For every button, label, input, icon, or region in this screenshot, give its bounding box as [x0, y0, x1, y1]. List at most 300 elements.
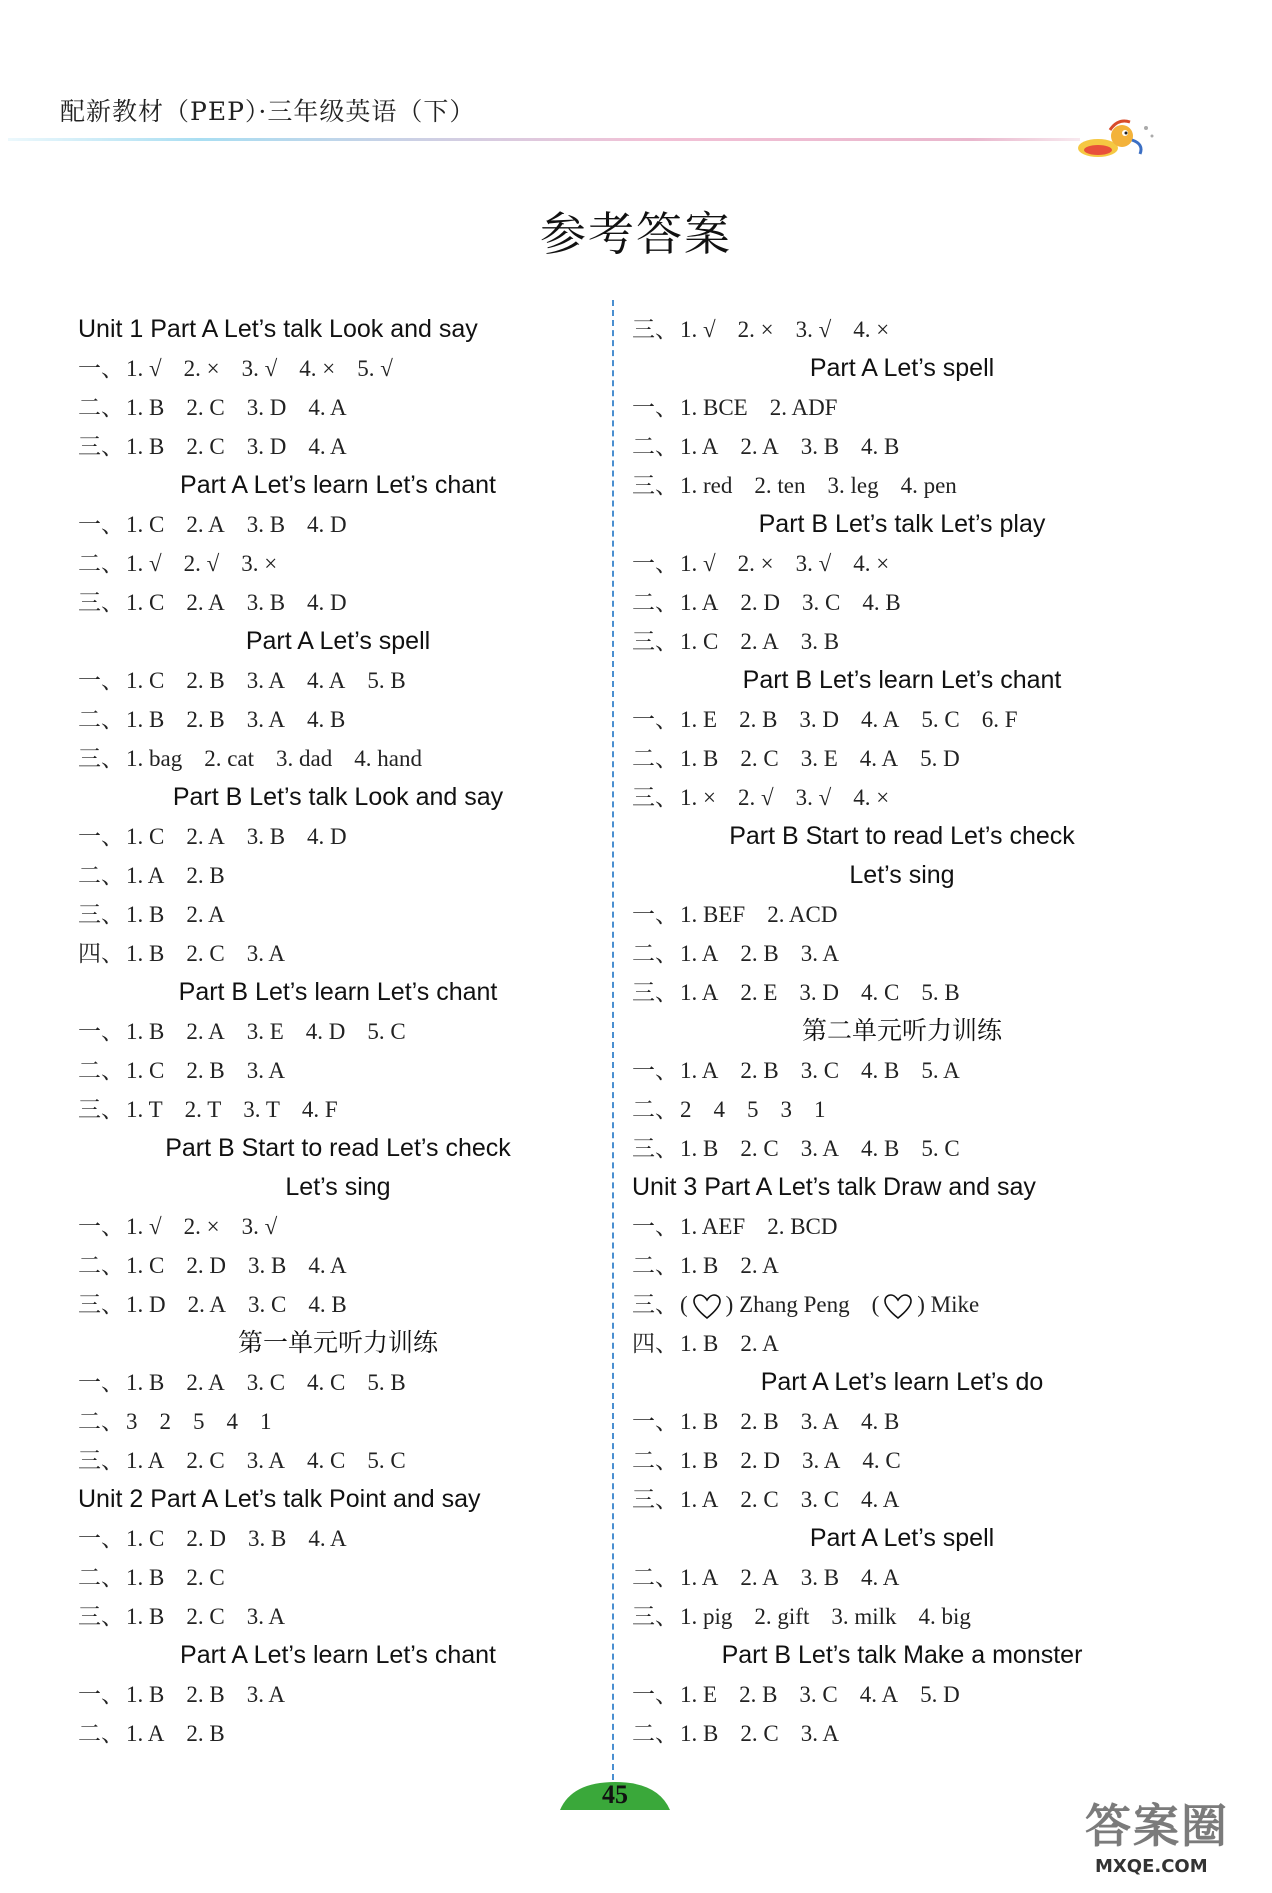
answer-line: [632, 973, 1172, 1012]
answer-item: 1. A: [126, 863, 165, 888]
section-heading: Unit 2 Part A Let’s talk Point and say: [78, 1485, 481, 1513]
question-number: 一、: [78, 512, 124, 537]
answer-line: [78, 1012, 598, 1051]
answer-item: 4. C: [861, 980, 900, 1005]
answer-item: 4. B: [861, 434, 900, 459]
answer-item: 2. √: [737, 785, 774, 810]
answer-item: 1. B: [126, 1682, 165, 1707]
question-number: 一、: [632, 707, 678, 732]
answer-item: 3. D: [246, 434, 287, 459]
section-heading: Unit 1 Part A Let’s talk Look and say: [78, 315, 478, 343]
answer-item: 4. C: [307, 1448, 346, 1473]
answer-item: 3. ×: [241, 551, 278, 576]
answer-item: 1. bag: [126, 746, 183, 771]
question-number: 二、: [632, 1097, 678, 1122]
answer-line: [632, 1129, 1172, 1168]
question-number: 一、: [78, 356, 124, 381]
section-heading: Part A Let’s learn Let’s chant: [180, 1641, 496, 1669]
answer-item: 4. ×: [853, 785, 890, 810]
section-heading: Part B Let’s learn Let’s chant: [178, 978, 498, 1006]
answer-item: 3. E: [246, 1019, 284, 1044]
question-number: 一、: [78, 1214, 124, 1239]
answer-item: 1. √: [680, 317, 716, 342]
answer-item: 5. B: [367, 668, 406, 693]
answer-item: 4. A: [859, 746, 899, 771]
question-number: 三、: [632, 980, 678, 1005]
answer-item: 2. cat: [204, 746, 255, 771]
answer-item: 5. D: [920, 1682, 960, 1707]
answer-line: [632, 583, 1172, 622]
answer-item: 4. C: [862, 1448, 901, 1473]
question-number: 三、: [78, 1448, 124, 1473]
question-number: 二、: [632, 1565, 678, 1590]
answer-item: 3. C: [800, 1487, 840, 1512]
answer-item: 3: [126, 1409, 138, 1434]
answer-item: 4. ×: [299, 356, 336, 381]
answer-item: 1. B: [680, 1136, 719, 1161]
answer-item: 2. B: [739, 707, 778, 732]
question-number: 一、: [632, 395, 678, 420]
question-number: 二、: [78, 1565, 124, 1590]
answer-line: [632, 1558, 1172, 1597]
answer-item: 4. A: [308, 1526, 347, 1551]
question-number: 二、: [78, 1721, 124, 1746]
answer-line: [78, 427, 598, 466]
answer-line: [632, 1714, 1172, 1753]
answer-item: 3. D: [799, 980, 840, 1005]
answer-item: 4. B: [861, 1136, 900, 1161]
answer-item: 3. A: [246, 1448, 286, 1473]
answer-item: 4. D: [307, 590, 347, 615]
answer-line: [78, 895, 598, 934]
answer-item: 2. C: [740, 1487, 779, 1512]
answer-item: 2. ADF: [769, 395, 838, 420]
answer-line: [632, 1285, 1172, 1324]
answer-item: 5. B: [367, 1370, 406, 1395]
question-number: 二、: [78, 1253, 124, 1278]
answer-item: 2. B: [186, 1721, 225, 1746]
answer-line: [78, 544, 598, 583]
answer-item: 2. A: [740, 1565, 779, 1590]
answer-line: [632, 622, 1172, 661]
answer-item: 4. B: [861, 1058, 900, 1083]
answer-item: 3. milk: [831, 1604, 897, 1629]
question-number: 三、: [632, 317, 678, 342]
answer-item: 2. A: [186, 902, 225, 927]
question-number: 一、: [632, 1058, 678, 1083]
answer-item: 5. C: [921, 707, 960, 732]
answer-item: 3. leg: [827, 473, 879, 498]
answer-item: 1. B: [126, 434, 165, 459]
answer-line: [632, 934, 1172, 973]
answer-item: 3. A: [800, 1136, 840, 1161]
answer-line: [78, 856, 598, 895]
answer-item: 3. D: [799, 707, 840, 732]
answer-line: [78, 1441, 598, 1480]
section-heading: Part A Let’s spell: [809, 354, 995, 382]
answer-item: 4. A: [861, 1487, 900, 1512]
answer-line: [78, 1207, 598, 1246]
section-heading: Part A Let’s spell: [245, 627, 431, 655]
question-number: 二、: [78, 863, 124, 888]
question-number: 二、: [632, 590, 678, 615]
answer-item: 3. B: [246, 824, 286, 849]
answer-item: 4. B: [862, 590, 901, 615]
answer-item: 1: [260, 1409, 272, 1434]
answer-item: 1. √: [126, 1214, 162, 1239]
answer-item: 1. B: [126, 1565, 165, 1590]
section-heading: Part B Let’s talk Let’s play: [758, 510, 1046, 538]
answer-item: 2. D: [740, 590, 780, 615]
answer-item: 3: [780, 1097, 792, 1122]
answer-item: 2. B: [740, 941, 779, 966]
answer-item: 1. C: [126, 590, 165, 615]
answer-item: 1. B: [680, 1448, 719, 1473]
answer-item: 2. ×: [183, 356, 220, 381]
answer-item: 2. A: [740, 1331, 779, 1356]
section-heading: Part A Let’s spell: [809, 1524, 995, 1552]
answer-line: [78, 934, 598, 973]
answer-item: 4. D: [307, 824, 347, 849]
book-header: 配新教材（PEP）·三年级英语（下）: [60, 97, 476, 126]
answer-item: 2. B: [186, 1058, 225, 1083]
answer-item: 2. B: [186, 1682, 225, 1707]
answer-item: 1. B: [680, 746, 719, 771]
answer-item: 1. A: [126, 1448, 165, 1473]
answer-item: 2. D: [740, 1448, 780, 1473]
answer-item: 2. T: [184, 1097, 222, 1122]
answer-item: 1. A: [680, 434, 719, 459]
question-number: 三、: [632, 1487, 678, 1512]
answer-line: [78, 1246, 598, 1285]
answer-item: 3. A: [246, 1058, 286, 1083]
answer-item: 1. pig: [680, 1604, 733, 1629]
section-heading: Let’s sing: [849, 861, 955, 889]
answer-item: 1. A: [680, 1058, 719, 1083]
answer-item: 5. B: [921, 980, 960, 1005]
answer-item: 2. C: [740, 1136, 779, 1161]
answer-line: [632, 427, 1172, 466]
answer-item: 2. A: [186, 590, 225, 615]
question-number: 三、: [78, 434, 124, 459]
answer-item: 3. C: [799, 1682, 838, 1707]
answer-item: 1. AEF: [680, 1214, 746, 1239]
answer-item: 1. C: [126, 1526, 165, 1551]
question-number: 三、: [632, 1292, 678, 1317]
answer-item: 5. √: [357, 356, 393, 381]
answer-line: [632, 1324, 1172, 1363]
answer-item: 2: [159, 1409, 171, 1434]
answer-item: 3. A: [246, 941, 286, 966]
answer-item: 3. A: [800, 1409, 840, 1434]
answer-item: 3. √: [241, 356, 278, 381]
answer-item: 2. B: [740, 1058, 779, 1083]
question-number: 三、: [78, 902, 124, 927]
question-number: 二、: [632, 1721, 678, 1746]
answer-item: 2. C: [740, 1721, 779, 1746]
answer-item: 1. B: [680, 1253, 719, 1278]
answer-line: [78, 661, 598, 700]
answer-item: 1: [814, 1097, 826, 1122]
answer-item: 1. B: [680, 1331, 719, 1356]
answer-line: [78, 1714, 598, 1753]
answer-line: [78, 1051, 598, 1090]
question-number: 三、: [632, 785, 678, 810]
answer-line: [632, 1441, 1172, 1480]
question-number: 三、: [632, 629, 678, 654]
question-number: 二、: [632, 1253, 678, 1278]
answer-item: 4. ×: [853, 551, 890, 576]
answer-item: 2. A: [740, 1253, 779, 1278]
answer-item: 4. A: [307, 668, 346, 693]
answer-line: [78, 1519, 598, 1558]
answer-item: 3. √: [795, 551, 832, 576]
answer-item: 1. B: [126, 1370, 165, 1395]
watermark-logo: [1085, 1790, 1265, 1890]
answer-line: [632, 700, 1172, 739]
section-heading: Part B Let’s learn Let’s chant: [742, 666, 1062, 694]
column-divider: [612, 300, 614, 1790]
answer-item: 2. C: [186, 395, 225, 420]
answer-item: 4. A: [859, 1682, 899, 1707]
answer-item: 3. A: [246, 1604, 286, 1629]
question-number: 三、: [78, 1604, 124, 1629]
section-heading: Part B Let’s talk Make a monster: [721, 1641, 1083, 1669]
question-number: 四、: [78, 941, 124, 966]
answer-item: ( ) Zhang Peng: [680, 1285, 850, 1324]
question-number: 一、: [78, 1019, 124, 1044]
answer-item: 3. √: [795, 317, 832, 342]
question-number: 二、: [632, 434, 678, 459]
answer-item: 3. C: [800, 1058, 840, 1083]
question-number: 一、: [632, 1682, 678, 1707]
answer-line: [632, 1051, 1172, 1090]
answer-item: 1. √: [126, 356, 162, 381]
answer-item: 1. D: [126, 1292, 166, 1317]
question-number: 一、: [632, 551, 678, 576]
answer-item: 1. B: [680, 1409, 719, 1434]
answer-item: 2. ×: [737, 317, 774, 342]
answer-item: 1. B: [680, 1721, 719, 1746]
answer-line: [632, 1480, 1172, 1519]
answer-item: 6. F: [981, 707, 1018, 732]
answer-item: 2. D: [186, 1526, 226, 1551]
answer-item: 3. √: [795, 785, 832, 810]
answer-item: 3. √: [241, 1214, 278, 1239]
answer-item: 4. D: [305, 1019, 346, 1044]
answer-item: 2. A: [186, 1019, 225, 1044]
answer-line: [632, 1246, 1172, 1285]
answer-item: 1. B: [126, 707, 165, 732]
answer-item: 2. B: [186, 668, 225, 693]
watermark-url: MXQE.COM: [1095, 1856, 1208, 1877]
question-number: 四、: [632, 1331, 678, 1356]
answer-line: [78, 388, 598, 427]
question-number: 一、: [78, 1682, 124, 1707]
answer-item: 3. C: [247, 1292, 287, 1317]
question-number: 二、: [78, 1058, 124, 1083]
answer-line: [632, 739, 1172, 778]
answer-item: 2. BCD: [767, 1214, 838, 1239]
answer-item: 1. C: [126, 668, 165, 693]
answer-item: 5. D: [920, 746, 960, 771]
question-number: 二、: [632, 1448, 678, 1473]
page-title: 参考答案: [540, 207, 732, 261]
answer-line: [78, 817, 598, 856]
heart-outline-icon: [883, 1293, 913, 1320]
question-number: 三、: [78, 1097, 124, 1122]
answer-line: [78, 505, 598, 544]
answer-item: 3. C: [801, 590, 841, 615]
answer-item: 2. gift: [754, 1604, 810, 1629]
answer-item: 4. big: [918, 1604, 971, 1629]
answer-item: 1. A: [126, 1721, 165, 1746]
question-number: 二、: [78, 551, 124, 576]
answer-item: 2. C: [186, 434, 225, 459]
answer-item: 1. red: [680, 473, 733, 498]
answer-item: 4. B: [307, 707, 346, 732]
section-heading: Unit 3 Part A Let’s talk Draw and say: [632, 1173, 1036, 1201]
answer-item: 3. dad: [276, 746, 333, 771]
answer-line: [632, 310, 1172, 349]
header-rule: [8, 138, 1080, 141]
question-number: 一、: [78, 1526, 124, 1551]
answer-line: [78, 349, 598, 388]
left-answer-column: [78, 310, 598, 1753]
answer-item: 1. ×: [680, 785, 716, 810]
answer-item: 2. A: [740, 629, 779, 654]
answer-item: 4. A: [308, 1253, 347, 1278]
answer-line: [78, 1363, 598, 1402]
answer-item: 1. E: [680, 1682, 718, 1707]
answer-item: 3. B: [800, 629, 840, 654]
question-number: 二、: [78, 395, 124, 420]
answer-item: 1. B: [126, 902, 165, 927]
answer-line: [632, 1675, 1172, 1714]
answer-item: 3. A: [800, 1721, 840, 1746]
answer-item: 2. B: [186, 863, 225, 888]
answer-item: 1. √: [680, 551, 716, 576]
answer-item: 2. A: [186, 512, 225, 537]
answer-item: 5. C: [921, 1136, 960, 1161]
answer-item: 1. B: [126, 1019, 165, 1044]
answer-item: 1. A: [680, 941, 719, 966]
answer-item: 1. C: [126, 824, 165, 849]
answer-item: 2. C: [186, 941, 225, 966]
answer-item: 2. C: [186, 1565, 225, 1590]
answer-item: 1. √: [126, 551, 162, 576]
page-number-tab: [560, 1780, 670, 1810]
answer-item: 1. E: [680, 707, 718, 732]
answer-item: 5. C: [367, 1019, 406, 1044]
watermark-text: 答案圈: [1085, 1799, 1229, 1853]
section-heading: 第一单元听力训练: [237, 1329, 438, 1357]
question-number: 二、: [632, 746, 678, 771]
question-number: 三、: [632, 1604, 678, 1629]
answer-line: [632, 1597, 1172, 1636]
answer-item: 3. C: [246, 1370, 286, 1395]
answer-line: [78, 1285, 598, 1324]
answer-item: 1. BEF: [680, 902, 746, 927]
answer-item: 4. D: [307, 512, 347, 537]
answer-item: 4. A: [861, 1565, 900, 1590]
answer-item: 3. B: [800, 1565, 840, 1590]
answer-item: 3. B: [800, 434, 840, 459]
answer-item: 1. B: [126, 941, 165, 966]
answer-line: [78, 739, 598, 778]
answer-item: 4. F: [301, 1097, 338, 1122]
answer-item: 2. A: [186, 824, 225, 849]
answer-item: 2. A: [187, 1292, 226, 1317]
answer-item: 1. A: [680, 590, 719, 615]
answer-item: 1. C: [126, 1058, 165, 1083]
answer-line: [78, 1597, 598, 1636]
answer-item: 3. D: [246, 395, 287, 420]
question-number: 三、: [78, 590, 124, 615]
answer-item: 1. BCE: [680, 395, 748, 420]
answer-line: [632, 1090, 1172, 1129]
answer-item: 4: [226, 1409, 238, 1434]
answer-item: 4: [713, 1097, 725, 1122]
answer-item: 3. T: [243, 1097, 280, 1122]
answer-line: [78, 583, 598, 622]
answer-item: 4. A: [308, 434, 347, 459]
answer-item: 4. ×: [853, 317, 890, 342]
page-number: 45: [602, 1780, 628, 1809]
answer-item: 3. A: [800, 941, 840, 966]
answer-item: 2. A: [186, 1370, 225, 1395]
section-heading: Part A Let’s learn Let’s chant: [180, 471, 496, 499]
answer-item: 3. A: [246, 1682, 286, 1707]
answer-item: 3. E: [800, 746, 838, 771]
question-number: 一、: [78, 668, 124, 693]
answer-item: 2. ×: [183, 1214, 220, 1239]
answer-item: 1. B: [126, 1604, 165, 1629]
answer-item: 3. B: [247, 1526, 287, 1551]
answer-item: 1. T: [126, 1097, 163, 1122]
section-heading: Part B Start to read Let’s check: [729, 822, 1075, 850]
answer-line: [632, 466, 1172, 505]
question-number: 三、: [632, 1136, 678, 1161]
answer-item: 4. A: [308, 395, 347, 420]
answer-item: 2. √: [183, 551, 220, 576]
section-heading: 第二单元听力训练: [801, 1017, 1002, 1045]
answer-item: 2. ten: [754, 473, 806, 498]
question-number: 一、: [632, 1214, 678, 1239]
answer-item: 4. pen: [900, 473, 957, 498]
question-number: 三、: [78, 1292, 124, 1317]
answer-item: 2. ACD: [767, 902, 838, 927]
answer-item: 3. A: [801, 1448, 841, 1473]
answer-line: [632, 388, 1172, 427]
answer-item: 1. B: [126, 395, 165, 420]
section-heading: Part B Let’s talk Look and say: [172, 783, 504, 811]
answer-item: 5: [747, 1097, 759, 1122]
answer-item: 2. E: [740, 980, 778, 1005]
answer-item: 3. A: [246, 707, 286, 732]
answer-item: 3. B: [246, 512, 286, 537]
answer-item: 2. B: [186, 707, 225, 732]
answer-line: [632, 1207, 1172, 1246]
cartoon-mascot-icon: [1060, 110, 1160, 170]
answer-line: [78, 700, 598, 739]
question-number: 一、: [78, 824, 124, 849]
answer-item: 4. C: [307, 1370, 346, 1395]
answer-line: [78, 1402, 598, 1441]
answer-line: [632, 895, 1172, 934]
right-answer-column: [632, 310, 1172, 1753]
answer-item: 2. C: [740, 746, 779, 771]
